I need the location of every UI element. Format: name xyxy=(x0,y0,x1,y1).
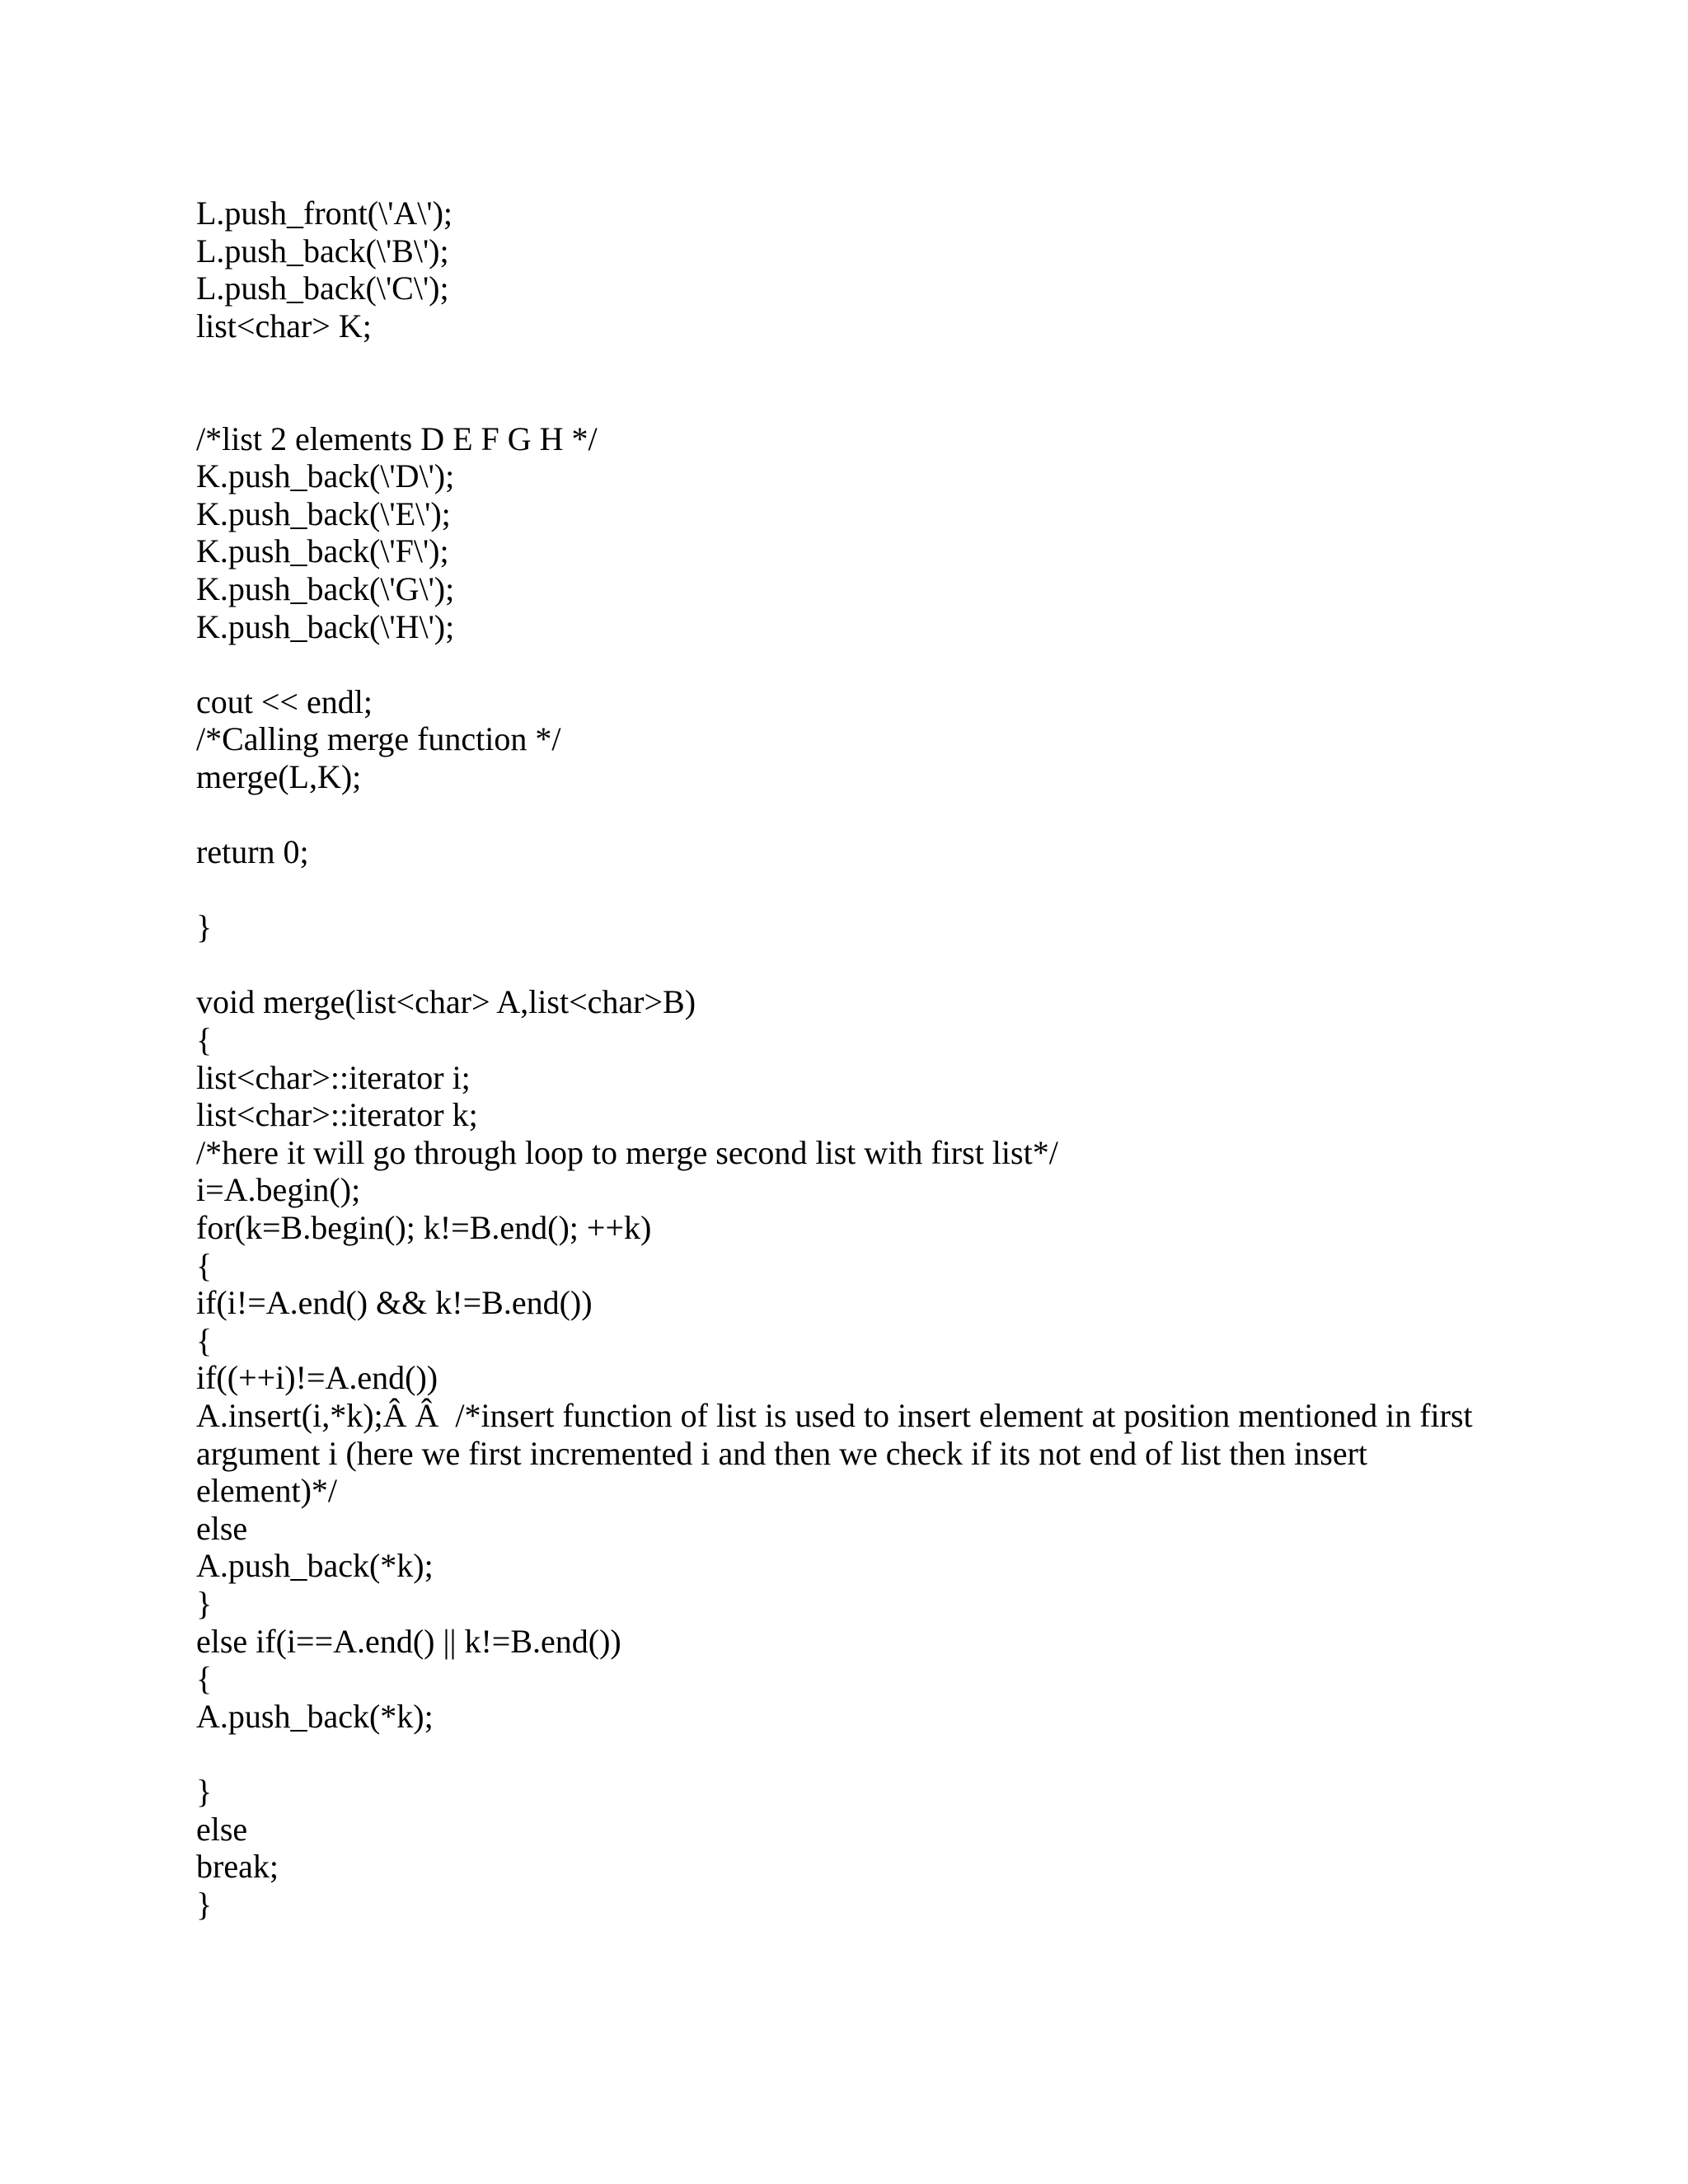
code-line: return 0; xyxy=(196,833,309,871)
code-line: element)*/ xyxy=(196,1472,338,1510)
code-line: for(k=B.begin(); k!=B.end(); ++k) xyxy=(196,1209,652,1247)
code-text-block xyxy=(196,194,1498,1923)
code-line: L.push_back(\'B\'); xyxy=(196,232,449,269)
code-line: } xyxy=(196,1584,213,1622)
code-line: A.push_back(*k); xyxy=(196,1697,434,1735)
code-line: A.insert(i,*k);Â Â /*insert function of list is used to insert element at position mentioned in first xyxy=(196,1397,1473,1434)
code-line: else xyxy=(196,1810,248,1848)
code-line: argument i (here we first incremented i and then we check if its not end of list then insert xyxy=(196,1434,1368,1472)
code-line: /*Calling merge function */ xyxy=(196,720,561,758)
code-line: } xyxy=(196,908,213,946)
code-line: else if(i==A.end() || k!=B.end()) xyxy=(196,1622,621,1660)
code-line xyxy=(196,796,1498,834)
code-line: } xyxy=(196,1772,213,1810)
code-line: /*here it will go through loop to merge second list with first list*/ xyxy=(196,1133,1058,1171)
code-line: i=A.begin(); xyxy=(196,1171,361,1209)
code-line: else xyxy=(196,1509,248,1547)
code-line: { xyxy=(196,1321,213,1359)
code-line: if(i!=A.end() && k!=B.end()) xyxy=(196,1284,593,1322)
code-line xyxy=(196,645,1498,683)
code-line: void merge(list<char> A,list<char>B) xyxy=(196,983,696,1021)
code-line: list<char> K; xyxy=(196,307,372,344)
code-line: A.push_back(*k); xyxy=(196,1547,434,1585)
code-line: } xyxy=(196,1885,213,1923)
code-line: merge(L,K); xyxy=(196,757,362,795)
code-line: list<char>::iterator k; xyxy=(196,1096,478,1134)
code-line xyxy=(196,1735,1498,1773)
code-line: K.push_back(\'F\'); xyxy=(196,532,449,570)
code-line: if((++i)!=A.end()) xyxy=(196,1359,438,1397)
code-line: K.push_back(\'H\'); xyxy=(196,607,455,645)
code-line: cout << endl; xyxy=(196,682,373,720)
code-line xyxy=(196,946,1498,984)
code-line: K.push_back(\'E\'); xyxy=(196,494,451,532)
code-line: K.push_back(\'G\'); xyxy=(196,569,455,607)
code-line: /*list 2 elements D E F G H */ xyxy=(196,419,598,457)
code-line: break; xyxy=(196,1848,279,1886)
code-line: L.push_front(\'A\'); xyxy=(196,194,453,232)
code-line: list<char>::iterator i; xyxy=(196,1058,471,1096)
code-line: K.push_back(\'D\'); xyxy=(196,457,455,495)
code-line: { xyxy=(196,1660,213,1698)
code-line: { xyxy=(196,1021,213,1059)
code-line: L.push_back(\'C\'); xyxy=(196,269,449,307)
code-line xyxy=(196,871,1498,909)
code-line xyxy=(196,382,1498,420)
code-line: { xyxy=(196,1246,213,1284)
code-line xyxy=(196,344,1498,382)
